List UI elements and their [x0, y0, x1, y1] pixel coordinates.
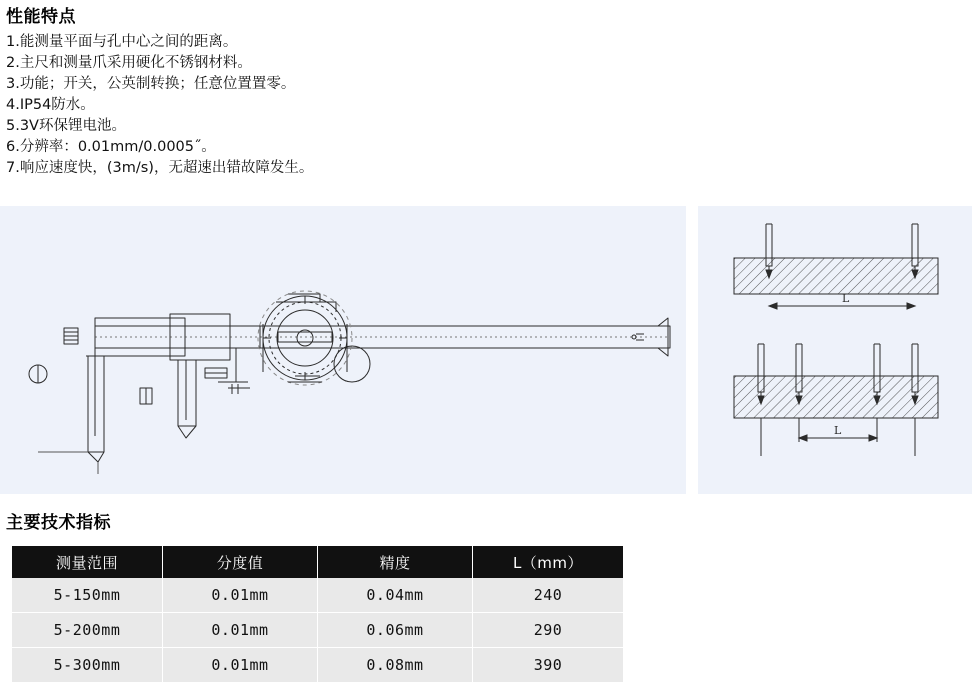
table-header-row: [12, 546, 623, 578]
svg-text:L: L: [834, 424, 842, 437]
cell-length: 240: [473, 578, 624, 613]
figure-band: [0, 206, 972, 494]
column-header-graduation: 分度值: [163, 546, 318, 578]
cell-accuracy: 0.04mm: [318, 578, 473, 613]
column-header-length: L（mm）: [473, 546, 624, 578]
table-row: [12, 613, 623, 648]
column-header-range: 测量范围: [12, 546, 163, 578]
features-heading: 性能特点: [6, 7, 76, 27]
cell-accuracy: 0.06mm: [318, 613, 473, 648]
digital-caliper-drawing: [0, 206, 686, 494]
cell-length: 390: [473, 648, 624, 683]
specs-heading: 主要技术指标: [6, 513, 111, 533]
cell-graduation: 0.01mm: [163, 613, 318, 648]
table-row: [12, 578, 623, 613]
list-item: 4.IP54防水。: [6, 97, 95, 113]
specs-table: [12, 546, 623, 682]
application-diagram-panel: [698, 206, 972, 494]
list-item: 1.能测量平面与孔中心之间的距离。: [6, 34, 238, 50]
cell-range: 5-300mm: [12, 648, 163, 683]
list-item: 6.分辨率：0.01mm/0.0005˝。: [6, 139, 216, 155]
measurement-application-diagram: [698, 206, 972, 494]
cell-graduation: 0.01mm: [163, 648, 318, 683]
cell-range: 5-200mm: [12, 613, 163, 648]
column-header-accuracy: 精度: [318, 546, 473, 578]
list-item: 5.3V环保锂电池。: [6, 118, 126, 134]
svg-text:L: L: [842, 292, 850, 305]
features-list: [6, 32, 646, 179]
list-item: 3.功能；开关，公英制转换；任意位置置零。: [6, 76, 296, 92]
cell-range: 5-150mm: [12, 578, 163, 613]
cell-graduation: 0.01mm: [163, 578, 318, 613]
caliper-drawing-panel: [0, 206, 686, 494]
cell-length: 290: [473, 613, 624, 648]
list-item: 7.响应速度快，(3m/s)，无超速出错故障发生。: [6, 160, 314, 176]
list-item: 2.主尺和测量爪采用硬化不锈钢材料。: [6, 55, 252, 71]
table-row: [12, 648, 623, 683]
cell-accuracy: 0.08mm: [318, 648, 473, 683]
